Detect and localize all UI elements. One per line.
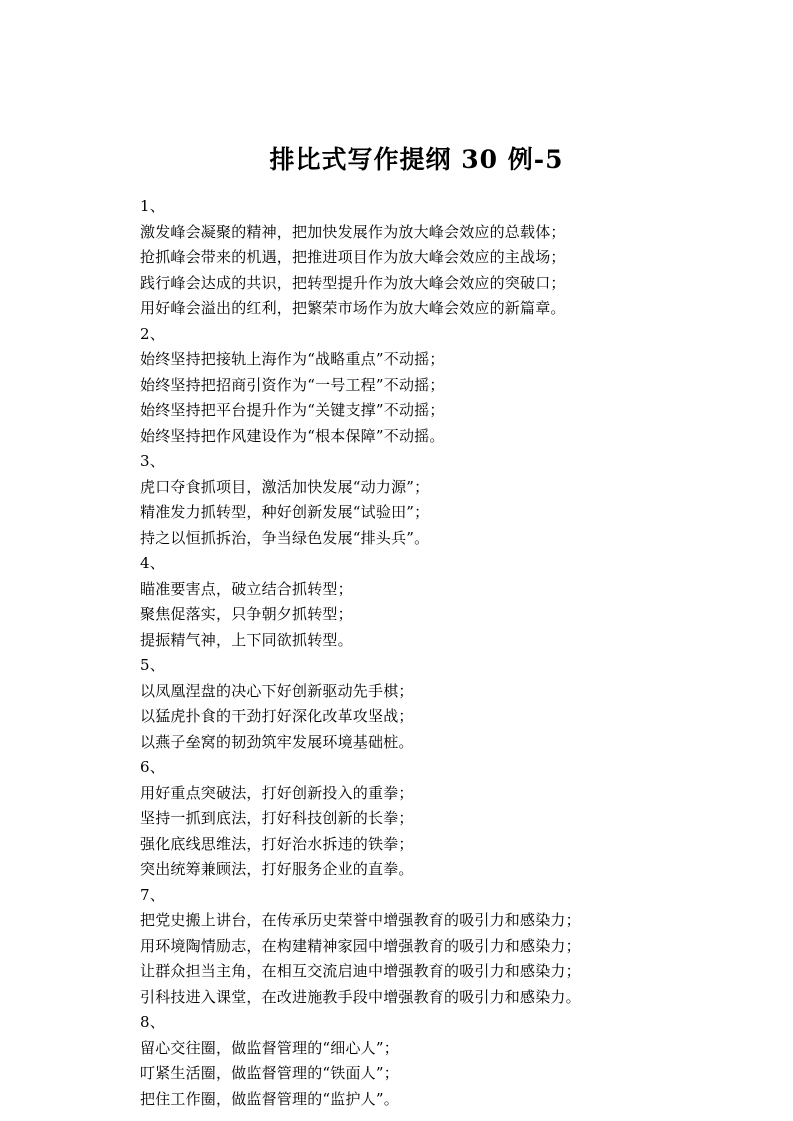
outline-section — [140, 551, 673, 653]
section-line: 始终坚持把招商引资作为“一号工程”不动摇； — [140, 375, 445, 394]
section-number: 3、 — [140, 452, 165, 470]
section-line: 抢抓峰会带来的机遇，把推进项目作为放大峰会效应的主战场； — [140, 248, 566, 266]
section-line: 突出统筹兼顾法，打好服务企业的直拳。 — [140, 860, 414, 878]
section-number: 2、 — [140, 324, 165, 343]
section-line: 把党史搬上讲台，在传承历史荣誉中增强教育的吸引力和感染力； — [140, 911, 581, 929]
section-line: 精准发力抓转型，种好创新发展“试验田”； — [140, 503, 430, 521]
section-line: 坚持一抓到底法，打好科技创新的长拳； — [140, 809, 414, 827]
section-line: 持之以恒抓拆治，争当绿色发展“排头兵”。 — [140, 528, 430, 547]
section-line: 瞄准要害点，破立结合抓转型； — [140, 579, 353, 598]
section-line: 以燕子垒窝的韧劲筑牢发展环境基础桩。 — [140, 732, 414, 751]
section-number: 1、 — [140, 197, 165, 215]
section-line: 强化底线思维法，打好治水拆违的铁拳； — [140, 834, 414, 853]
section-line: 提振精气神，上下同欲抓转型。 — [140, 630, 353, 649]
section-number: 8、 — [140, 1013, 165, 1031]
outline-section — [140, 449, 673, 551]
section-line: 以猛虎扑食的干劲打好深化改革攻坚战； — [140, 707, 414, 725]
section-line: 留心交往圈，做监督管理的“细心人”； — [140, 1038, 399, 1057]
section-line: 始终坚持把作风建设作为“根本保障”不动摇。 — [140, 426, 445, 445]
section-line: 聚焦促落实，只争朝夕抓转型； — [140, 605, 353, 623]
section-line: 把住工作圈，做监督管理的“监护人”。 — [140, 1089, 399, 1108]
section-number: 6、 — [140, 758, 165, 776]
outline-section — [140, 1010, 673, 1112]
section-line: 引科技进入课堂，在改进施教手段中增强教育的吸引力和感染力。 — [140, 987, 581, 1006]
page-title: 排比式写作提纲 30 例-5 — [269, 145, 564, 174]
section-line: 始终坚持把平台提升作为“关键支撑”不动摇； — [140, 401, 445, 419]
section-number: 5、 — [140, 656, 165, 674]
section-line: 用环境陶情励志，在构建精神家园中增强教育的吸引力和感染力； — [140, 936, 581, 955]
outline-section — [140, 653, 673, 755]
document-body — [0, 176, 793, 1112]
section-line: 叮紧生活圈，做监督管理的“铁面人”； — [140, 1064, 399, 1082]
outline-section — [140, 755, 673, 883]
section-line: 用好峰会溢出的红利，把繁荣市场作为放大峰会效应的新篇章。 — [140, 299, 566, 317]
outline-section — [140, 883, 673, 1011]
section-line: 始终坚持把接轨上海作为“战略重点”不动摇； — [140, 350, 445, 368]
outline-section — [140, 194, 673, 322]
outline-section — [140, 322, 673, 450]
section-line: 用好重点突破法，打好创新投入的重拳； — [140, 783, 414, 802]
section-line: 践行峰会达成的共识，把转型提升作为放大峰会效应的突破口； — [140, 273, 566, 292]
section-line: 激发峰会凝聚的精神，把加快发展作为放大峰会效应的总载体； — [140, 222, 566, 241]
section-line: 让群众担当主角，在相互交流启迪中增强教育的吸引力和感染力； — [140, 962, 581, 980]
section-number: 7、 — [140, 885, 165, 904]
section-line: 虎口夺食抓项目，激活加快发展“动力源”； — [140, 477, 430, 496]
section-line: 以凤凰涅盘的决心下好创新驱动先手棋； — [140, 681, 414, 700]
section-number: 4、 — [140, 554, 165, 572]
